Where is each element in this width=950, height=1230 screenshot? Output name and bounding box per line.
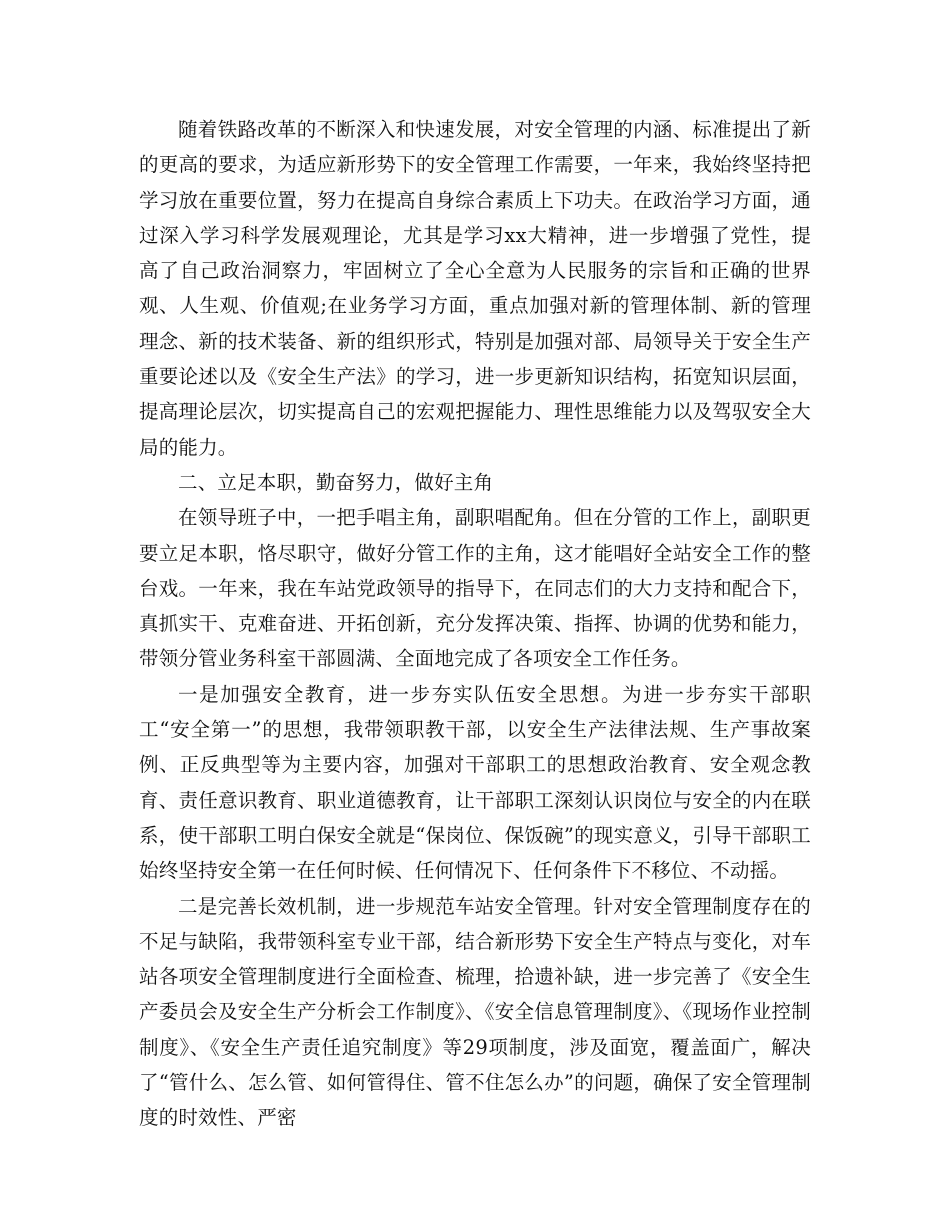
paragraph-mechanism: 二是完善长效机制，进一步规范车站安全管理。针对安全管理制度存在的不足与缺陷，我带领科室专业干部，结合新形势下安全生产特点与变化，对车站各项安全管理制度进行全面检查、梳理，拾遗补缺，进一步完善了《安全生产委员会及安全生产分析会工作制度》、《安全信息管理制度》、《现场作业控制制度》、《安全生产责任追究制度》等29项制度，涉及面宽，覆盖面广，解决了“管什么、怎么管、如何管得住、管不住怎么办”的问题，确保了安全管理制度的时效性、严密: [139, 894, 811, 1130]
section-heading: 二、立足本职，勤奋努力，做好主角: [178, 470, 494, 494]
document-body: [139, 112, 811, 1136]
paragraph-education: 一是加强安全教育，进一步夯实队伍安全思想。为进一步夯实干部职工“安全第一”的思想，我带领职教干部，以安全生产法律法规、生产事故案例、正反典型等为主要内容，加强对干部职工的思想政治教育、安全观念教育、责任意识教育、职业道德教育，让干部职工深刻认识岗位与安全的内在联系，使干部职工明白保安全就是“保岗位、保饭碗”的现实意义，引导干部职工始终坚持安全第一在任何时候、任何情况下、任何条件下不移位、不动摇。: [139, 682, 811, 883]
paragraph-role: 在领导班子中，一把手唱主角，副职唱配角。但在分管的工作上，副职更要立足本职，恪尽职守，做好分管工作的主角，这才能唱好全站安全工作的整台戏。一年来，我在车站党政领导的指导下，在同志们的大力支持和配合下，真抓实干、克难奋进、开拓创新，充分发挥决策、指挥、协调的优势和能力，带领分管业务科室干部圆满、全面地完成了各项安全工作任务。: [139, 506, 811, 671]
paragraph-study: 随着铁路改革的不断深入和快速发展，对安全管理的内涵、标准提出了新的更高的要求，为适应新形势下的安全管理工作需要，一年来，我始终坚持把学习放在重要位置，努力在提高自身综合素质上下功夫。在政治学习方面，通过深入学习科学发展观理论，尤其是学习xx大精神，进一步增强了党性，提高了自己政治洞察力，牢固树立了全心全意为人民服务的宗旨和正确的世界观、人生观、价值观;在业务学习方面，重点加强对新的管理体制、新的管理理念、新的技术装备、新的组织形式，特别是加强对部、局领导关于安全生产重要论述以及《安全生产法》的学习，进一步更新知识结构，拓宽知识层面，提高理论层次，切实提高自己的宏观把握能力、理性思维能力以及驾驭安全大局的能力。: [139, 118, 811, 459]
